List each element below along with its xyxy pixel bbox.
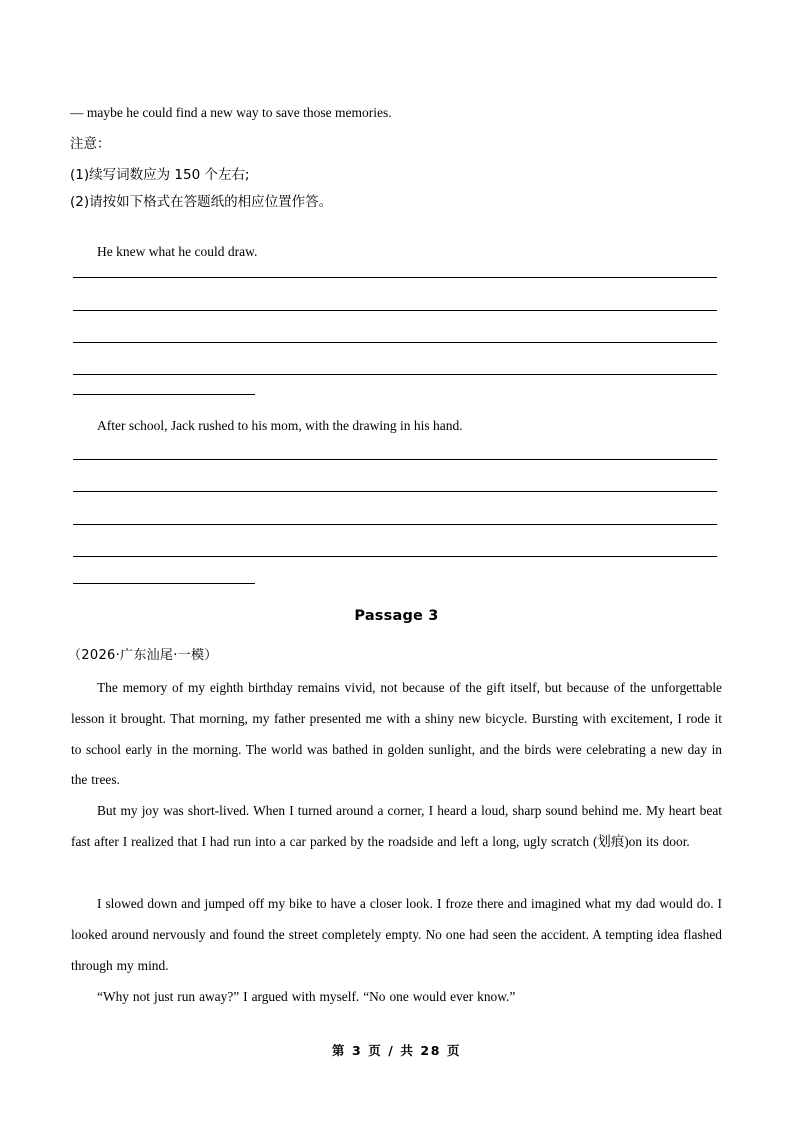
notes-heading: 注意： [70,136,111,152]
answer-block-1-prompt: He knew what he could draw. [97,244,258,259]
page-footer: 第 3 页 / 共 28 页 [331,1043,462,1058]
answer-block-2-prompt: After school, Jack rushed to his mom, with the drawing in his hand. [97,418,463,433]
answer-block-2-rule-short [73,583,255,584]
passage-paragraph-4: “Why not just run away?” I argued with myself. “No one would ever know.” [97,989,516,1004]
passage-source: （2026·广东汕尾·一模） [68,648,218,663]
answer-block-1-rule-4 [73,374,717,375]
answer-block-2-rule-4 [73,556,717,557]
passage-paragraph-2: But my joy was short-lived. When I turned around a corner, I heard a loud, sharp sound behind me. My heart beat fast after I realized that I had run into a car parked by the roadside and left a long, ugly scratch (划痕)on its door. [71,803,722,849]
answer-block-2-rule-1 [73,459,717,460]
answer-block-1-rule-2 [73,310,717,311]
passage-title: Passage 3 [354,608,439,624]
answer-block-1-rule-3 [73,342,717,343]
continuation-tail-sentence: — maybe he could find a new way to save those memories. [70,105,392,120]
answer-block-1-rule-short [73,394,255,395]
note-item-2: (2)请按如下格式在答题纸的相应位置作答。 [70,194,333,210]
passage-paragraph-1: The memory of my eighth birthday remains vivid, not because of the gift itself, but because of the unforgettable lesson it brought. That morning, my father presented me with a shiny new bicycle. Bursting with excitement, I rode it to school early in the morning. The world was bathed in golden sunlight, and the birds were celebrating a new day in the trees. [71,680,722,788]
answer-block-1-rule-1 [73,277,717,278]
answer-block-2-rule-3 [73,524,717,525]
note-item-1: (1)续写词数应为 150 个左右; [70,167,250,183]
passage-paragraph-3: I slowed down and jumped off my bike to have a closer look. I froze there and imagined what my dad would do. I looked around nervously and found the street completely empty. No one had seen the accident. A tempting idea flashed through my mind. [71,896,722,973]
answer-block-2-rule-2 [73,491,717,492]
